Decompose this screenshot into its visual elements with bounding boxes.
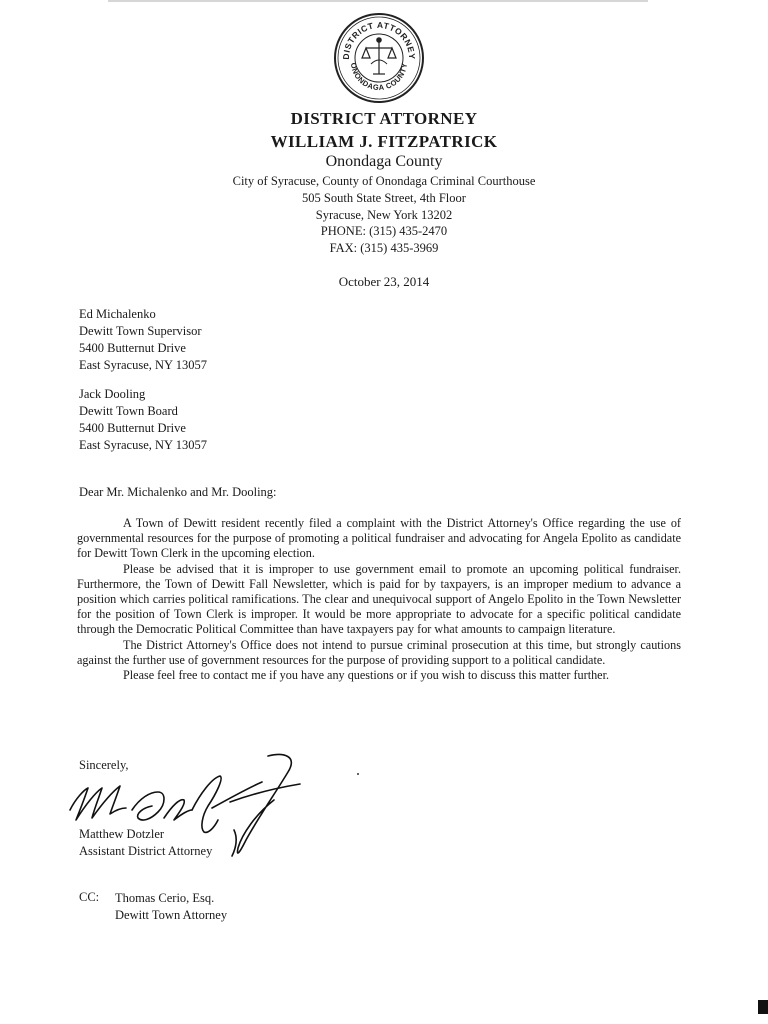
district-attorney-name: WILLIAM J. FITZPATRICK xyxy=(270,132,498,151)
phone-line: PHONE: (315) 435-2470 xyxy=(320,224,448,238)
top-edge-rule xyxy=(108,0,648,2)
recipient-line: 5400 Butternut Drive xyxy=(79,421,186,435)
closing: Sincerely, xyxy=(79,758,129,772)
body-paragraph: Please feel free to contact me if you have any questions or if you wish to discuss this matter further. xyxy=(123,668,610,683)
cc-recipients xyxy=(115,890,227,924)
svg-text:DISTRICT ATTORNEY: DISTRICT ATTORNEY xyxy=(340,19,418,60)
body-paragraph: Please be advised that it is improper to use government email to promote an upcoming political fundraiser. Furthermore, the Town of Dewitt Fall Newsletter, which is paid for by taxpayers, is an improper medium to advance a position which carries political ramifications. The clear and unequivocal support of Angelo Epolito in the Town Newsletter for the position of Town Clerk is improper. It would be more appropriate to advocate for a specific political candidate through the Democratic Political Committee than have taxpayers pay for what amounts to campaign literature. xyxy=(77,561,681,637)
corner-mark xyxy=(758,1000,768,1014)
recipient-line: Dewitt Town Board xyxy=(79,404,178,418)
cc-line: Thomas Cerio, Esq. xyxy=(115,891,215,905)
address-line: 505 South State Street, 4th Floor xyxy=(302,191,466,205)
signer-block xyxy=(79,826,212,860)
county-name: Onondaga County xyxy=(325,153,443,170)
stray-mark xyxy=(357,773,359,775)
body-paragraph: A Town of Dewitt resident recently filed a complaint with the District Attorney's Office regarding the use of governmental resources for the purpose of promoting a political fundraiser and advocating for Angela Epolito as candidate for Dewitt Town Clerk in the upcoming election. xyxy=(77,516,681,561)
recipient-line: East Syracuse, NY 13057 xyxy=(79,358,207,372)
recipient-address xyxy=(79,386,207,454)
recipient-line: Jack Dooling xyxy=(79,387,146,401)
address-line: Syracuse, New York 13202 xyxy=(315,208,453,222)
address-line: City of Syracuse, County of Onondaga Criminal Courthouse xyxy=(232,174,536,188)
fax-line: FAX: (315) 435-3969 xyxy=(329,241,439,255)
recipient-line: Ed Michalenko xyxy=(79,307,156,321)
letter-body xyxy=(77,516,681,683)
cc-label: CC: xyxy=(79,890,100,904)
salutation: Dear Mr. Michalenko and Mr. Dooling: xyxy=(79,485,277,499)
recipient-line: East Syracuse, NY 13057 xyxy=(79,438,207,452)
recipient-address xyxy=(79,306,207,374)
recipient-line: 5400 Butternut Drive xyxy=(79,341,186,355)
office-title: DISTRICT ATTORNEY xyxy=(290,109,478,128)
district-attorney-seal-icon xyxy=(333,12,425,104)
signer-title: Assistant District Attorney xyxy=(79,844,213,858)
cc-line: Dewitt Town Attorney xyxy=(115,908,228,922)
letter-date: October 23, 2014 xyxy=(338,274,430,289)
recipient-line: Dewitt Town Supervisor xyxy=(79,324,202,338)
svg-text:ONONDAGA COUNTY: ONONDAGA COUNTY xyxy=(348,62,410,93)
body-paragraph: The District Attorney's Office does not intend to pursue criminal prosecution at this time, but strongly cautions against the further use of government resources for the purpose of providing support to a political candidate. xyxy=(77,637,681,667)
signer-name: Matthew Dotzler xyxy=(79,827,165,841)
